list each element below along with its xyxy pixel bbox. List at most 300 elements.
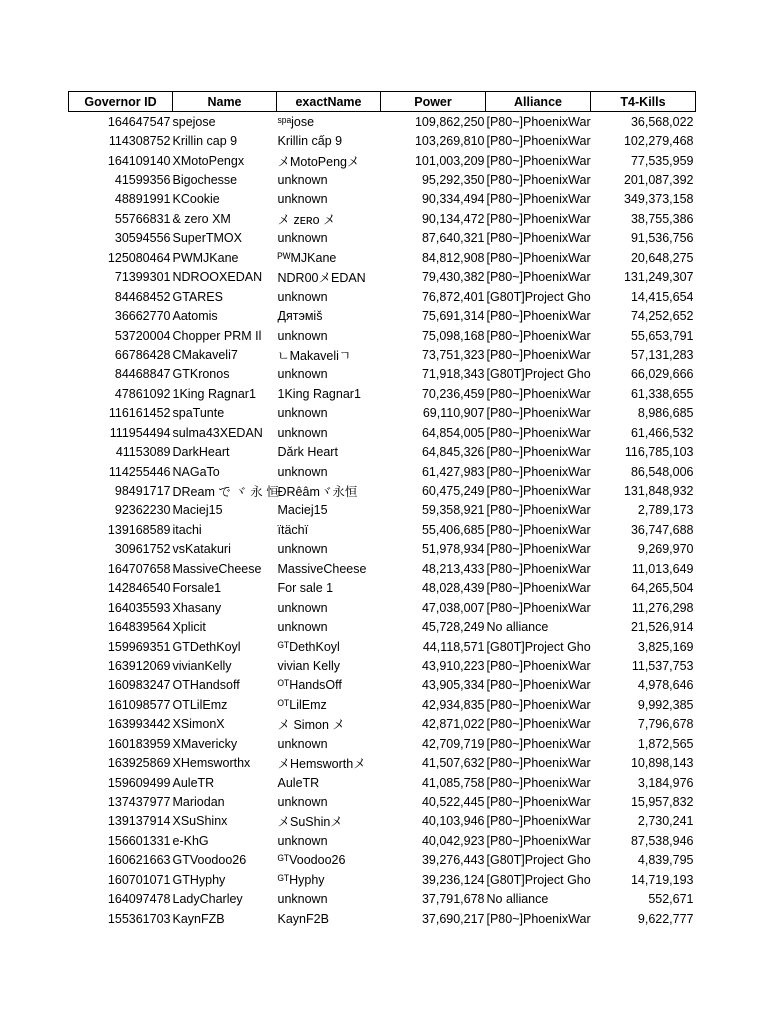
t4-kills-cell: 9,622,777 — [637, 911, 694, 926]
exact-name-cell: Maciej15 — [277, 503, 328, 518]
name-cell: KaynFZB — [172, 911, 225, 926]
name-cell: sulma43XEDAN — [172, 425, 263, 440]
name-cell: Chopper PRM Il — [172, 328, 262, 343]
power-cell: 79,430,382 — [421, 270, 485, 285]
name-cell: Mariodan — [172, 795, 225, 810]
alliance-cell: [P80~]PhoenixWar — [486, 328, 591, 343]
power-cell: 109,862,250 — [414, 114, 485, 129]
name-cell: LadyCharley — [172, 892, 243, 907]
t4-kills-cell: 3,184,976 — [637, 775, 694, 790]
power-cell: 41,085,758 — [421, 775, 485, 790]
alliance-cell: [P80~]PhoenixWar — [486, 153, 591, 168]
header-governor-id: Governor ID — [69, 92, 173, 112]
table-row — [69, 637, 696, 656]
table-row — [69, 792, 696, 811]
table-row — [69, 909, 696, 928]
table-row — [69, 365, 696, 384]
table-row — [69, 404, 696, 423]
alliance-cell: [P80~]PhoenixWar — [486, 445, 591, 460]
t4-kills-cell: 9,269,970 — [637, 542, 694, 557]
governor-id-cell: 163925869 — [107, 756, 171, 771]
exact-name-cell: unknown — [277, 328, 328, 343]
name-cell: 1King Ragnar1 — [172, 386, 256, 401]
name-cell: Krillin cap 9 — [172, 134, 238, 149]
table-row — [69, 209, 696, 228]
power-cell: 64,845,326 — [421, 445, 485, 460]
governor-id-cell: 160983247 — [107, 678, 171, 693]
exact-name-cell: ïtächï — [277, 522, 309, 537]
name-cell: NDROOXEDAN — [172, 270, 263, 285]
exact-name-cell: KaynF2B — [277, 911, 329, 926]
alliance-cell: [G80T]Project Gho — [486, 853, 591, 868]
alliance-cell: [P80~]PhoenixWar — [486, 911, 591, 926]
name-cell: CMakaveli7 — [172, 347, 238, 362]
power-cell: 47,038,007 — [421, 600, 485, 615]
exact-name-cell: メSuShinメ — [277, 815, 343, 830]
table-row — [69, 229, 696, 248]
governor-id-cell: 164707658 — [107, 561, 171, 576]
governor-id-cell: 139137914 — [107, 814, 171, 829]
alliance-cell: No alliance — [486, 620, 549, 635]
governor-id-cell: 30961752 — [114, 542, 171, 557]
header-row — [69, 92, 696, 112]
exact-name-cell: メ Simon メ — [277, 718, 345, 733]
t4-kills-cell: 11,537,753 — [631, 658, 694, 673]
governor-id-cell: 156601331 — [107, 833, 171, 848]
power-cell: 48,028,439 — [421, 581, 485, 596]
power-cell: 59,358,921 — [421, 503, 485, 518]
alliance-cell: [P80~]PhoenixWar — [486, 484, 591, 499]
exact-name-cell: unknown — [277, 367, 328, 382]
t4-kills-cell: 36,568,022 — [630, 114, 694, 129]
name-cell: Xhasany — [172, 600, 222, 615]
power-cell: 95,292,350 — [421, 173, 485, 188]
name-cell: spejose — [172, 114, 216, 129]
exact-name-cell: AuleTR — [277, 775, 320, 790]
t4-kills-cell: 91,536,756 — [630, 231, 694, 246]
power-cell: 90,334,494 — [421, 192, 485, 207]
name-cell: DReam で ヾ 永 恒 — [172, 485, 279, 500]
exact-name-cell: MassiveCheese — [277, 561, 367, 576]
power-cell: 39,236,124 — [421, 872, 485, 887]
power-cell: 40,103,946 — [421, 814, 485, 829]
name-cell: Maciej15 — [172, 503, 223, 518]
name-cell: e-KhG — [172, 833, 209, 848]
table-row — [69, 520, 696, 539]
power-cell: 43,910,223 — [421, 658, 485, 673]
t4-kills-cell: 2,730,241 — [637, 814, 694, 829]
table-row — [69, 326, 696, 345]
t4-kills-cell: 552,671 — [648, 892, 694, 907]
governor-id-cell: 48891991 — [114, 192, 171, 207]
t4-kills-cell: 102,279,468 — [623, 134, 694, 149]
power-cell: 103,269,810 — [414, 134, 485, 149]
table-row — [69, 248, 696, 267]
power-cell: 73,751,323 — [421, 347, 485, 362]
exact-name-cell: Dǎrk Heart — [277, 445, 338, 460]
exact-name-cell: ˢᵖᵃjose — [277, 114, 315, 129]
power-cell: 37,791,678 — [421, 892, 485, 907]
exact-name-cell: For sale 1 — [277, 581, 334, 596]
power-cell: 70,236,459 — [421, 386, 485, 401]
alliance-cell: [P80~]PhoenixWar — [486, 561, 591, 576]
header-t4-kills: T4-Kills — [591, 92, 696, 112]
table-row — [69, 753, 696, 772]
power-cell: 55,406,685 — [421, 522, 485, 537]
power-cell: 101,003,209 — [414, 153, 485, 168]
governor-id-cell: 159969351 — [107, 639, 171, 654]
governor-id-cell: 160183959 — [107, 736, 171, 751]
alliance-cell: [P80~]PhoenixWar — [486, 425, 591, 440]
exact-name-cell: unknown — [277, 425, 328, 440]
exact-name-cell: メHemsworthメ — [277, 757, 366, 772]
governor-id-cell: 92362230 — [114, 503, 171, 518]
name-cell: AuleTR — [172, 775, 215, 790]
t4-kills-cell: 74,252,652 — [630, 309, 694, 324]
exact-name-cell: unknown — [277, 406, 328, 421]
table-row — [69, 890, 696, 909]
exact-name-cell: ᴳᵀHyphy — [277, 872, 325, 887]
table-row — [69, 190, 696, 209]
alliance-cell: [P80~]PhoenixWar — [486, 522, 591, 537]
name-cell: itachi — [172, 522, 202, 537]
alliance-cell: [P80~]PhoenixWar — [486, 795, 591, 810]
table-row — [69, 695, 696, 714]
governor-id-cell: 47861092 — [114, 386, 171, 401]
governor-id-cell: 41153089 — [115, 445, 171, 460]
t4-kills-cell: 7,796,678 — [637, 717, 694, 732]
t4-kills-cell: 55,653,791 — [630, 328, 694, 343]
alliance-cell: [G80T]Project Gho — [486, 639, 591, 654]
name-cell: SuperTMOX — [172, 231, 242, 246]
name-cell: GTVoodoo26 — [172, 853, 247, 868]
t4-kills-cell: 77,535,959 — [630, 153, 694, 168]
t4-kills-cell: 4,839,795 — [637, 853, 694, 868]
t4-kills-cell: 4,978,646 — [637, 678, 694, 693]
t4-kills-cell: 38,755,386 — [630, 211, 694, 226]
table-row — [69, 287, 696, 306]
alliance-cell: [G80T]Project Gho — [486, 367, 591, 382]
alliance-cell: [P80~]PhoenixWar — [486, 814, 591, 829]
header-name: Name — [173, 92, 277, 112]
alliance-cell: [P80~]PhoenixWar — [486, 211, 591, 226]
exact-name-cell: unknown — [277, 892, 328, 907]
table-row — [69, 734, 696, 753]
t4-kills-cell: 131,848,932 — [623, 484, 694, 499]
alliance-cell: [P80~]PhoenixWar — [486, 270, 591, 285]
table-row — [69, 773, 696, 792]
governor-id-cell: 137437977 — [107, 795, 171, 810]
alliance-cell: [P80~]PhoenixWar — [486, 736, 591, 751]
table-row — [69, 617, 696, 636]
table-body — [69, 112, 696, 929]
governor-id-cell: 164647547 — [107, 114, 171, 129]
exact-name-cell: ᴼᵀLilEmz — [277, 697, 327, 712]
alliance-cell: [P80~]PhoenixWar — [486, 503, 591, 518]
t4-kills-cell: 1,872,565 — [637, 736, 694, 751]
alliance-cell: [P80~]PhoenixWar — [486, 250, 591, 265]
table-row — [69, 559, 696, 578]
name-cell: XSuShinx — [172, 814, 228, 829]
governor-id-cell: 139168589 — [107, 522, 171, 537]
alliance-cell: [P80~]PhoenixWar — [486, 697, 591, 712]
alliance-cell: [P80~]PhoenixWar — [486, 717, 591, 732]
name-cell: XHemsworthx — [172, 756, 251, 771]
exact-name-cell: ᴼᵀHandsOff — [277, 678, 342, 693]
table-row — [69, 656, 696, 675]
alliance-cell: [P80~]PhoenixWar — [486, 114, 591, 129]
t4-kills-cell: 11,276,298 — [631, 600, 694, 615]
table-row — [69, 579, 696, 598]
exact-name-cell: Дятэміš — [277, 309, 323, 324]
alliance-cell: [P80~]PhoenixWar — [486, 542, 591, 557]
governor-id-cell: 71399301 — [114, 270, 171, 285]
name-cell: GTKronos — [172, 367, 230, 382]
governor-id-cell: 142846540 — [107, 581, 171, 596]
name-cell: Bigochesse — [172, 173, 238, 188]
t4-kills-cell: 14,719,193 — [630, 872, 694, 887]
t4-kills-cell: 87,538,946 — [630, 833, 694, 848]
exact-name-cell: vivian Kelly — [277, 658, 341, 673]
table-row — [69, 481, 696, 500]
name-cell: GTARES — [172, 289, 223, 304]
name-cell: Forsale1 — [172, 581, 222, 596]
governor-id-cell: 30594556 — [114, 231, 171, 246]
t4-kills-cell: 2,789,173 — [637, 503, 694, 518]
name-cell: spaTunte — [172, 406, 225, 421]
governor-id-cell: 41599356 — [114, 173, 171, 188]
exact-name-cell: ÐRêâmヾ永恒 — [277, 485, 358, 500]
header-exact-name: exactName — [277, 92, 381, 112]
table-row — [69, 870, 696, 889]
table-row — [69, 151, 696, 170]
power-cell: 42,871,022 — [421, 717, 485, 732]
governor-id-cell: 98491717 — [114, 484, 171, 499]
t4-kills-cell: 36,747,688 — [630, 522, 694, 537]
name-cell: XMavericky — [172, 736, 238, 751]
name-cell: DarkHeart — [172, 445, 230, 460]
governor-id-cell: 159609499 — [107, 775, 171, 790]
governor-id-cell: 111954494 — [109, 425, 171, 440]
name-cell: & zero XM — [172, 211, 231, 226]
t4-kills-cell: 15,957,832 — [630, 795, 694, 810]
exact-name-cell: unknown — [277, 173, 328, 188]
governor-id-cell: 164839564 — [107, 620, 171, 635]
alliance-cell: [P80~]PhoenixWar — [486, 231, 591, 246]
governor-id-cell: 114308752 — [108, 134, 171, 149]
power-cell: 41,507,632 — [421, 756, 485, 771]
t4-kills-cell: 131,249,307 — [623, 270, 694, 285]
exact-name-cell: NDR00メEDAN — [277, 271, 366, 286]
t4-kills-cell: 11,013,649 — [631, 561, 694, 576]
governor-id-cell: 66786428 — [114, 347, 171, 362]
exact-name-cell: unknown — [277, 192, 328, 207]
exact-name-cell: unknown — [277, 542, 328, 557]
exact-name-cell: ㄴMakaveliㄱ — [277, 348, 351, 363]
t4-kills-cell: 20,648,275 — [630, 250, 694, 265]
name-cell: XSimonX — [172, 717, 225, 732]
name-cell: GTDethKoyl — [172, 639, 241, 654]
alliance-cell: [P80~]PhoenixWar — [486, 134, 591, 149]
alliance-cell: [P80~]PhoenixWar — [486, 192, 591, 207]
governor-id-cell: 116161452 — [108, 406, 171, 421]
power-cell: 44,118,571 — [422, 639, 485, 654]
alliance-cell: [G80T]Project Gho — [486, 289, 591, 304]
power-cell: 90,134,472 — [421, 211, 485, 226]
table-row — [69, 501, 696, 520]
table-row — [69, 442, 696, 461]
t4-kills-cell: 64,265,504 — [630, 581, 694, 596]
t4-kills-cell: 61,466,532 — [630, 425, 694, 440]
name-cell: MassiveCheese — [172, 561, 262, 576]
power-cell: 87,640,321 — [421, 231, 485, 246]
exact-name-cell: unknown — [277, 620, 328, 635]
exact-name-cell: メMotoPengメ — [277, 154, 360, 169]
exact-name-cell: Krillin cấp 9 — [277, 134, 343, 149]
alliance-cell: [P80~]PhoenixWar — [486, 775, 591, 790]
power-cell: 69,110,907 — [422, 406, 485, 421]
name-cell: KCookie — [172, 192, 220, 207]
power-cell: 71,918,343 — [421, 367, 485, 382]
governor-id-cell: 164097478 — [107, 892, 171, 907]
governor-id-cell: 114255446 — [108, 464, 171, 479]
table-row — [69, 423, 696, 442]
exact-name-cell: unknown — [277, 464, 328, 479]
header-power: Power — [381, 92, 486, 112]
alliance-cell: [P80~]PhoenixWar — [486, 347, 591, 362]
table-row — [69, 112, 696, 132]
power-cell: 39,276,443 — [421, 853, 485, 868]
t4-kills-cell: 116,785,103 — [624, 445, 694, 460]
governor-id-cell: 84468847 — [114, 367, 171, 382]
alliance-cell: [P80~]PhoenixWar — [486, 309, 591, 324]
governor-id-cell: 155361703 — [107, 911, 171, 926]
power-cell: 76,872,401 — [421, 289, 485, 304]
t4-kills-cell: 9,992,385 — [637, 697, 694, 712]
power-cell: 48,213,433 — [421, 561, 485, 576]
power-cell: 64,854,005 — [421, 425, 485, 440]
governor-id-cell: 55766831 — [114, 211, 171, 226]
governor-id-cell: 160621663 — [107, 853, 171, 868]
governor-id-cell: 163912069 — [107, 658, 171, 673]
exact-name-cell: unknown — [277, 833, 328, 848]
exact-name-cell: unknown — [277, 736, 328, 751]
name-cell: GTHyphy — [172, 872, 226, 887]
t4-kills-cell: 3,825,169 — [637, 639, 694, 654]
name-cell: vsKatakuri — [172, 542, 231, 557]
alliance-cell: [P80~]PhoenixWar — [486, 173, 591, 188]
table-row — [69, 306, 696, 325]
power-cell: 43,905,334 — [421, 678, 485, 693]
name-cell: OTHandsoff — [172, 678, 240, 693]
power-cell: 40,042,923 — [421, 833, 485, 848]
exact-name-cell: 1King Ragnar1 — [277, 386, 361, 401]
table-row — [69, 715, 696, 734]
exact-name-cell: メ ᴢᴇʀᴏ メ — [277, 212, 336, 227]
exact-name-cell: ᴳᵀDethKoyl — [277, 639, 340, 654]
power-cell: 42,709,719 — [421, 736, 485, 751]
alliance-cell: [P80~]PhoenixWar — [486, 756, 591, 771]
alliance-cell: [G80T]Project Gho — [486, 872, 591, 887]
t4-kills-cell: 14,415,654 — [630, 289, 694, 304]
power-cell: 45,728,249 — [421, 620, 485, 635]
governor-table — [68, 91, 696, 928]
governor-id-cell: 53720004 — [114, 328, 171, 343]
governor-id-cell: 161098577 — [107, 697, 171, 712]
t4-kills-cell: 10,898,143 — [630, 756, 694, 771]
alliance-cell: [P80~]PhoenixWar — [486, 600, 591, 615]
alliance-cell: [P80~]PhoenixWar — [486, 386, 591, 401]
table-row — [69, 345, 696, 364]
table-row — [69, 170, 696, 189]
table-row — [69, 598, 696, 617]
table-row — [69, 676, 696, 695]
table-row — [69, 462, 696, 481]
t4-kills-cell: 201,087,392 — [623, 173, 694, 188]
exact-name-cell: ᴾᵂMJKane — [277, 250, 337, 265]
table-row — [69, 131, 696, 150]
exact-name-cell: unknown — [277, 795, 328, 810]
governor-id-cell: 160701071 — [107, 872, 171, 887]
name-cell: Aatomis — [172, 309, 218, 324]
power-cell: 75,691,314 — [421, 309, 485, 324]
t4-kills-cell: 61,338,655 — [630, 386, 694, 401]
governor-id-cell: 125080464 — [107, 250, 171, 265]
table-row — [69, 540, 696, 559]
governor-id-cell: 163993442 — [107, 717, 171, 732]
t4-kills-cell: 57,131,283 — [630, 347, 694, 362]
name-cell: XMotoPengx — [172, 153, 245, 168]
power-cell: 84,812,908 — [421, 250, 485, 265]
exact-name-cell: unknown — [277, 289, 328, 304]
alliance-cell: [P80~]PhoenixWar — [486, 678, 591, 693]
table-row — [69, 851, 696, 870]
exact-name-cell: unknown — [277, 231, 328, 246]
governor-id-cell: 164109140 — [107, 153, 171, 168]
alliance-cell: [P80~]PhoenixWar — [486, 581, 591, 596]
power-cell: 61,427,983 — [421, 464, 485, 479]
power-cell: 40,522,445 — [421, 795, 485, 810]
header-alliance: Alliance — [486, 92, 591, 112]
name-cell: Xplicit — [172, 620, 206, 635]
power-cell: 75,098,168 — [421, 328, 485, 343]
governor-id-cell: 84468452 — [114, 289, 171, 304]
alliance-cell: [P80~]PhoenixWar — [486, 658, 591, 673]
t4-kills-cell: 66,029,666 — [630, 367, 694, 382]
table-row — [69, 268, 696, 287]
table-row — [69, 384, 696, 403]
t4-kills-cell: 21,526,914 — [630, 620, 694, 635]
governor-id-cell: 164035593 — [107, 600, 171, 615]
alliance-cell: [P80~]PhoenixWar — [486, 464, 591, 479]
name-cell: vivianKelly — [172, 658, 232, 673]
power-cell: 42,934,835 — [421, 697, 485, 712]
table-row — [69, 812, 696, 831]
power-cell: 60,475,249 — [421, 484, 485, 499]
table-row — [69, 831, 696, 850]
t4-kills-cell: 8,986,685 — [637, 406, 694, 421]
power-cell: 51,978,934 — [421, 542, 485, 557]
power-cell: 37,690,217 — [421, 911, 485, 926]
alliance-cell: No alliance — [486, 892, 549, 907]
name-cell: PWMJKane — [172, 250, 239, 265]
t4-kills-cell: 349,373,158 — [623, 192, 694, 207]
alliance-cell: [P80~]PhoenixWar — [486, 833, 591, 848]
name-cell: OTLilEmz — [172, 697, 228, 712]
t4-kills-cell: 86,548,006 — [630, 464, 694, 479]
name-cell: NAGaTo — [172, 464, 220, 479]
alliance-cell: [P80~]PhoenixWar — [486, 406, 591, 421]
